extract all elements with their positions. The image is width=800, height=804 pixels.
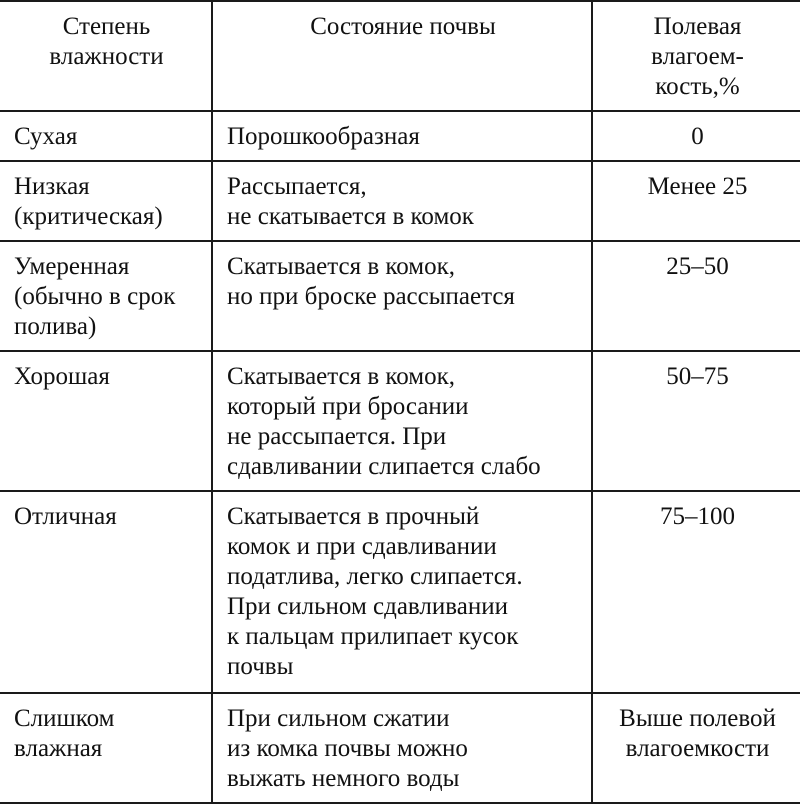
table-row bbox=[0, 241, 800, 351]
table-row bbox=[0, 161, 800, 241]
header-row bbox=[0, 1, 800, 111]
cell-degree: Отличная bbox=[0, 491, 212, 693]
table-row bbox=[0, 111, 800, 161]
table-row bbox=[0, 351, 800, 491]
header-state: Состояние почвы bbox=[212, 1, 592, 111]
cell-state: Скатывается в комок, но при броске рассыпается bbox=[212, 241, 592, 351]
table-body bbox=[0, 111, 800, 803]
cell-degree: Низкая (критическая) bbox=[0, 161, 212, 241]
cell-capacity: 50–75 bbox=[592, 351, 800, 491]
table-row bbox=[0, 693, 800, 803]
header-degree: Степень влажности bbox=[0, 1, 212, 111]
cell-degree: Умеренная (обычно в срок полива) bbox=[0, 241, 212, 351]
header-capacity: Полевая влагоем- кость,% bbox=[592, 1, 800, 111]
cell-state: Порошкообразная bbox=[212, 111, 592, 161]
cell-capacity: 0 bbox=[592, 111, 800, 161]
cell-state: Скатывается в прочный комок и при сдавливании податлива, легко слипается. При сильном сдавливании к пальцам прилипает кусок почвы bbox=[212, 491, 592, 693]
cell-degree: Хорошая bbox=[0, 351, 212, 491]
cell-capacity: Выше полевой влагоемкости bbox=[592, 693, 800, 803]
cell-capacity: Менее 25 bbox=[592, 161, 800, 241]
cell-state: При сильном сжатии из комка почвы можно выжать немного воды bbox=[212, 693, 592, 803]
table-row bbox=[0, 491, 800, 693]
cell-state: Рассыпается, не скатывается в комок bbox=[212, 161, 592, 241]
cell-capacity: 75–100 bbox=[592, 491, 800, 693]
cell-capacity: 25–50 bbox=[592, 241, 800, 351]
table-header bbox=[0, 1, 800, 111]
cell-state: Скатывается в комок, который при бросании не рассыпается. При сдавливании слипается слабо bbox=[212, 351, 592, 491]
cell-degree: Сухая bbox=[0, 111, 212, 161]
cell-degree: Слишком влажная bbox=[0, 693, 212, 803]
